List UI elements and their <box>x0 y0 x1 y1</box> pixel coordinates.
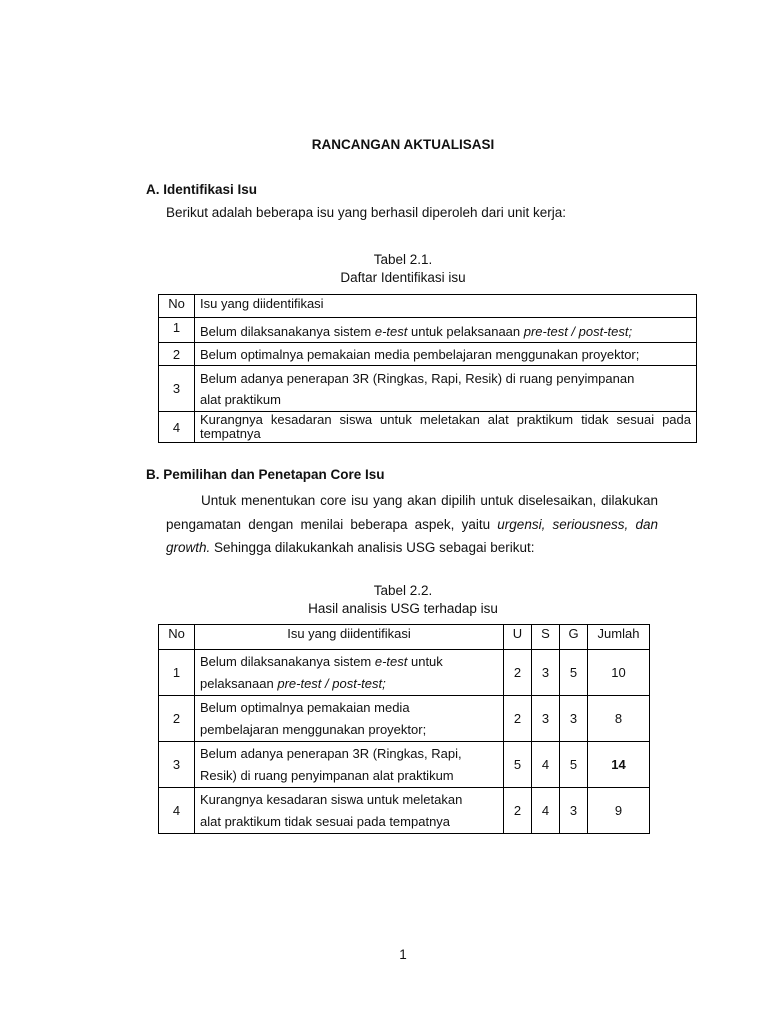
paragraph-italic-text: urgensi, seriousness, dan growth. <box>166 516 658 555</box>
row-total: 14 <box>588 742 650 788</box>
row-g: 5 <box>560 650 588 696</box>
header-total: Jumlah <box>588 625 650 650</box>
section-b-paragraph <box>166 489 658 560</box>
table-header-row <box>159 295 697 318</box>
row-total: 10 <box>588 650 650 696</box>
row-u: 5 <box>504 742 532 788</box>
row-issue: Belum optimalnya pemakaian media pembelajaran menggunakan proyektor; <box>195 343 697 366</box>
section-a-intro: Berikut adalah beberapa isu yang berhasil diperoleh dari unit kerja: <box>166 205 567 220</box>
row-issue: Belum adanya penerapan 3R (Ringkas, Rapi, Resik) di ruang penyimpanan alat praktikum <box>195 742 504 788</box>
paragraph-text: Untuk menentukan core isu yang akan dipilih untuk diselesaikan, dilakukan pengamatan dengan menilai beberapa aspek, yaitu <box>166 493 658 532</box>
table-row <box>159 788 650 834</box>
header-no: No <box>159 625 195 650</box>
table1-caption-number: Tabel 2.1. <box>373 252 433 267</box>
section-b-heading: B. Pemilihan dan Penetapan Core Isu <box>146 467 385 482</box>
table-row <box>159 742 650 788</box>
row-u: 2 <box>504 788 532 834</box>
row-s: 3 <box>532 696 560 742</box>
row-no: 1 <box>159 650 195 696</box>
table-row <box>159 343 697 366</box>
row-total: 8 <box>588 696 650 742</box>
table-row <box>159 318 697 343</box>
usg-analysis-table <box>158 624 650 834</box>
table-header-row <box>159 625 650 650</box>
row-g: 5 <box>560 742 588 788</box>
row-s: 4 <box>532 788 560 834</box>
row-no: 2 <box>159 696 195 742</box>
row-s: 3 <box>532 650 560 696</box>
row-issue: Belum optimalnya pemakaian media pembelajaran menggunakan proyektor; <box>195 696 504 742</box>
row-no: 1 <box>159 318 195 343</box>
header-g: G <box>560 625 588 650</box>
row-s: 4 <box>532 742 560 788</box>
table2-caption-number: Tabel 2.2. <box>373 583 433 598</box>
row-u: 2 <box>504 696 532 742</box>
issue-identification-table <box>158 294 697 443</box>
row-issue: Belum adanya penerapan 3R (Ringkas, Rapi, Resik) di ruang penyimpanan alat praktikum <box>195 366 697 412</box>
table2-caption-title: Hasil analisis USG terhadap isu <box>308 601 498 616</box>
header-u: U <box>504 625 532 650</box>
row-issue: Kurangnya kesadaran siswa untuk meletakan alat praktikum tidak sesuai pada tempatnya <box>195 788 504 834</box>
row-no: 4 <box>159 412 195 443</box>
table-row <box>159 412 697 443</box>
row-no: 3 <box>159 742 195 788</box>
row-u: 2 <box>504 650 532 696</box>
document-title: RANCANGAN AKTUALISASI <box>311 137 495 152</box>
row-issue: Belum dilaksanakanya sistem e-test untuk pelaksanaan pre-test / post-test; <box>195 318 697 343</box>
section-a-heading: A. Identifikasi Isu <box>146 182 258 197</box>
row-no: 2 <box>159 343 195 366</box>
table-row <box>159 650 650 696</box>
row-g: 3 <box>560 788 588 834</box>
table-row <box>159 696 650 742</box>
paragraph-text: Sehingga dilakukankah analisis USG sebagai berikut: <box>210 540 535 555</box>
row-no: 3 <box>159 366 195 412</box>
header-s: S <box>532 625 560 650</box>
table-row <box>159 366 697 412</box>
row-total: 9 <box>588 788 650 834</box>
row-g: 3 <box>560 696 588 742</box>
header-no: No <box>159 295 195 318</box>
row-issue: Kurangnya kesadaran siswa untuk meletakan alat praktikum tidak sesuai pada tempatnya <box>195 412 697 443</box>
header-issue: Isu yang diidentifikasi <box>195 295 697 318</box>
row-issue: Belum dilaksanakanya sistem e-test untuk pelaksanaan pre-test / post-test; <box>195 650 504 696</box>
header-issue: Isu yang diidentifikasi <box>195 625 504 650</box>
table1-caption-title: Daftar Identifikasi isu <box>340 270 466 285</box>
row-no: 4 <box>159 788 195 834</box>
page-number: 1 <box>399 947 407 962</box>
